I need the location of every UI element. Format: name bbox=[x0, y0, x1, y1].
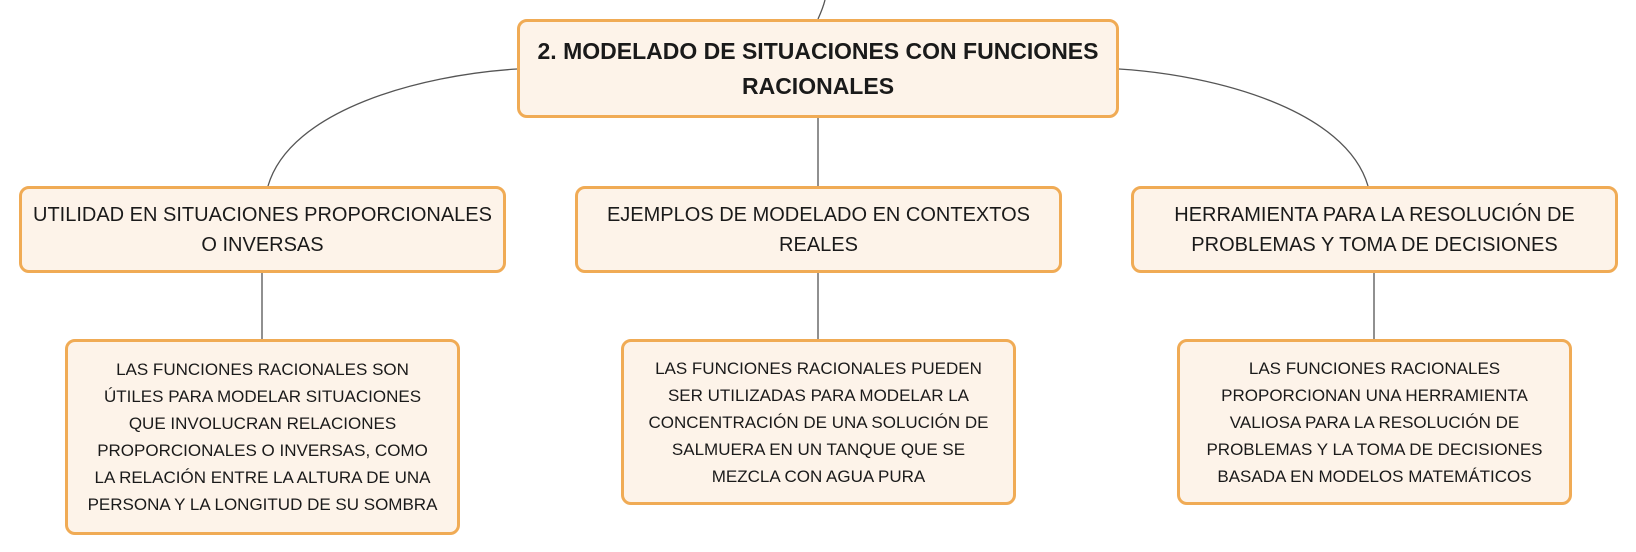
leaf-node-tool-detail[interactable] bbox=[1177, 339, 1572, 505]
branch-label-examples: EJEMPLOS DE MODELADO EN CONTEXTOS REALES bbox=[606, 203, 1031, 256]
branch-node-tool[interactable] bbox=[1131, 186, 1618, 273]
root-topic-node[interactable] bbox=[517, 19, 1119, 118]
branch-label-tool: HERRAMIENTA PARA LA RESOLUCIÓN DE PROBLEMAS Y TOMA DE DECISIONES bbox=[1174, 203, 1575, 256]
branch-node-utility[interactable] bbox=[19, 186, 506, 273]
connector-root-to-branch-1 bbox=[268, 69, 517, 186]
leaf-text-utility-detail: LAS FUNCIONES RACIONALES SON ÚTILES PARA MODELAR SITUACIONES QUE INVOLUCRAN RELACIONES PROPORCIONALES O INVERSAS, COMO LA RELACIÓN ENTRE LA ALTURA DE UNA PERSONA Y LA LONGITUD DE SU SOMBRA bbox=[87, 360, 438, 514]
leaf-node-utility-detail[interactable] bbox=[65, 339, 460, 535]
connector-parent-to-root bbox=[818, 0, 825, 19]
leaf-node-examples-detail[interactable] bbox=[621, 339, 1016, 505]
connector-root-to-branch-3 bbox=[1119, 69, 1368, 186]
leaf-text-examples-detail: LAS FUNCIONES RACIONALES PUEDEN SER UTILIZADAS PARA MODELAR LA CONCENTRACIÓN DE UNA SOLUCIÓN DE SALMUERA EN UN TANQUE QUE SE MEZCLA CON AGUA PURA bbox=[648, 358, 989, 486]
branch-label-utility: UTILIDAD EN SITUACIONES PROPORCIONALES O INVERSAS bbox=[33, 203, 492, 256]
root-topic-label: 2. MODELADO DE SITUACIONES CON FUNCIONES RACIONALES bbox=[537, 37, 1099, 99]
leaf-text-tool-detail: LAS FUNCIONES RACIONALES PROPORCIONAN UNA HERRAMIENTA VALIOSA PARA LA RESOLUCIÓN DE PROBLEMAS Y LA TOMA DE DECISIONES BASADA EN MODELOS MATEMÁTICOS bbox=[1206, 358, 1543, 486]
branch-node-examples[interactable] bbox=[575, 186, 1062, 273]
